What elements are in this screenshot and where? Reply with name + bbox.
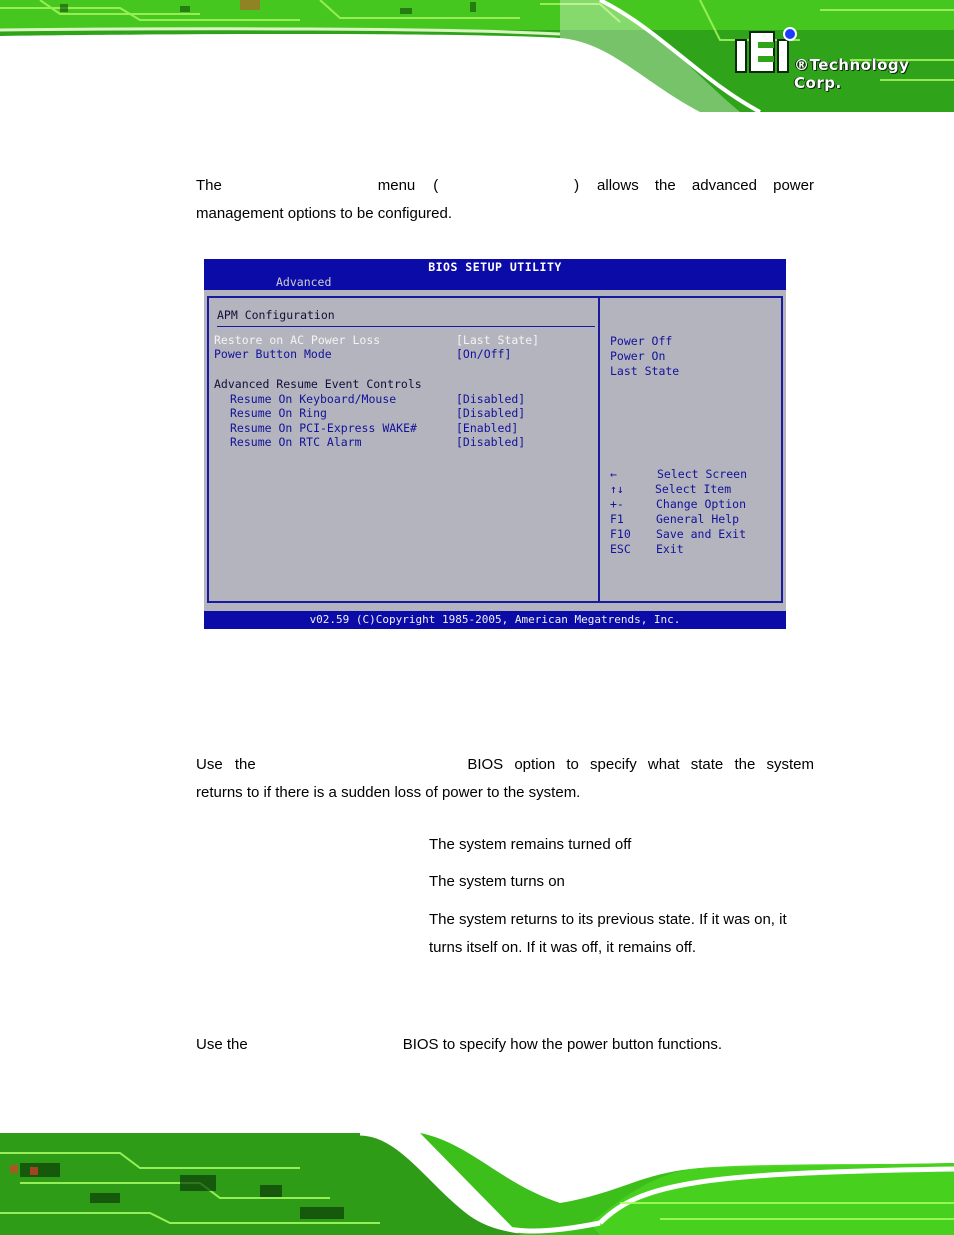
setting-resume-keyboard-value[interactable]: [Disabled] bbox=[456, 392, 526, 406]
intro-paren-open: ( bbox=[433, 177, 439, 194]
tab-advanced[interactable]: Advanced bbox=[276, 275, 332, 289]
intro-rest: allows the advanced power bbox=[597, 177, 814, 194]
brand-name: ®Technology Corp. bbox=[794, 56, 910, 92]
key-action-save-exit: Save and Exit bbox=[656, 527, 747, 541]
bios-main-panel bbox=[207, 296, 600, 603]
section1-use-the: Use the bbox=[196, 756, 256, 773]
section2-para-rest: BIOS to specify how the power button functions. bbox=[402, 1036, 723, 1053]
setting-power-button-value[interactable]: [On/Off] bbox=[456, 347, 512, 361]
bios-help-panel bbox=[600, 296, 783, 603]
section-divider bbox=[217, 326, 595, 327]
header-banner bbox=[0, 0, 954, 112]
intro-word-the: The bbox=[196, 177, 222, 194]
section2-use-the: Use the bbox=[196, 1036, 248, 1053]
key-action-select-item: Select Item bbox=[655, 482, 732, 496]
setting-restore-ac-label[interactable]: Restore on AC Power Loss bbox=[214, 333, 381, 347]
option-power-off-desc: The system remains turned off bbox=[429, 836, 632, 853]
option-last-state-desc-line1: The system returns to its previous state. If it was on, it bbox=[429, 911, 787, 928]
option-last-state-desc bbox=[429, 906, 819, 962]
intro-word-menu: menu bbox=[377, 177, 416, 194]
setting-power-button-label[interactable]: Power Button Mode bbox=[214, 347, 332, 361]
section1-para-line2: returns to if there is a sudden loss of power to the system. bbox=[196, 784, 581, 801]
option-last-state[interactable]: Last State bbox=[610, 364, 680, 378]
key-action-change-option: Change Option bbox=[656, 497, 747, 511]
section1-para-rest: BIOS option to specify what state the system bbox=[467, 756, 814, 773]
option-power-on-desc: The system turns on bbox=[429, 873, 565, 890]
company-logo bbox=[664, 26, 924, 92]
circuit-board-footer-graphic bbox=[0, 1123, 954, 1235]
setting-resume-pcie-label[interactable]: Resume On PCI-Express WAKE# bbox=[230, 421, 417, 435]
key-updown-arrows: ↑↓ bbox=[610, 482, 624, 496]
subheading-resume-events: Advanced Resume Event Controls bbox=[214, 377, 422, 391]
bios-screenshot bbox=[204, 259, 786, 629]
bios-copyright-footer: v02.59 (C)Copyright 1985-2005, American Megatrends, Inc. bbox=[204, 611, 786, 629]
section2-paragraph bbox=[196, 1031, 814, 1059]
footer-banner bbox=[0, 1123, 954, 1235]
setting-resume-rtc-value[interactable]: [Disabled] bbox=[456, 435, 526, 449]
section-title: APM Configuration bbox=[217, 308, 335, 322]
option-power-on[interactable]: Power On bbox=[610, 349, 666, 363]
bios-tab-bar bbox=[204, 275, 786, 290]
intro-paren-close: ) bbox=[574, 177, 580, 194]
setting-resume-ring-value[interactable]: [Disabled] bbox=[456, 406, 526, 420]
key-action-exit: Exit bbox=[656, 542, 684, 556]
key-left-arrow: ← bbox=[610, 467, 617, 481]
bios-title: BIOS SETUP UTILITY bbox=[204, 259, 786, 275]
setting-resume-rtc-label[interactable]: Resume On RTC Alarm bbox=[230, 435, 362, 449]
option-power-off[interactable]: Power Off bbox=[610, 334, 673, 348]
intro-line2: management options to be configured. bbox=[196, 205, 453, 222]
key-esc: ESC bbox=[610, 542, 631, 556]
key-f10: F10 bbox=[610, 527, 631, 541]
setting-resume-pcie-value[interactable]: [Enabled] bbox=[456, 421, 519, 435]
setting-resume-keyboard-label[interactable]: Resume On Keyboard/Mouse bbox=[230, 392, 397, 406]
key-plus-minus: +- bbox=[610, 497, 624, 511]
key-f1: F1 bbox=[610, 512, 624, 526]
setting-resume-ring-label[interactable]: Resume On Ring bbox=[230, 406, 327, 420]
key-action-select-screen: Select Screen bbox=[657, 467, 748, 481]
setting-restore-ac-value[interactable]: [Last State] bbox=[456, 333, 540, 347]
intro-paragraph bbox=[196, 172, 814, 228]
option-last-state-desc-line2: turns itself on. If it was off, it remains off. bbox=[429, 939, 697, 956]
key-action-general-help: General Help bbox=[656, 512, 740, 526]
section1-paragraph bbox=[196, 751, 814, 807]
